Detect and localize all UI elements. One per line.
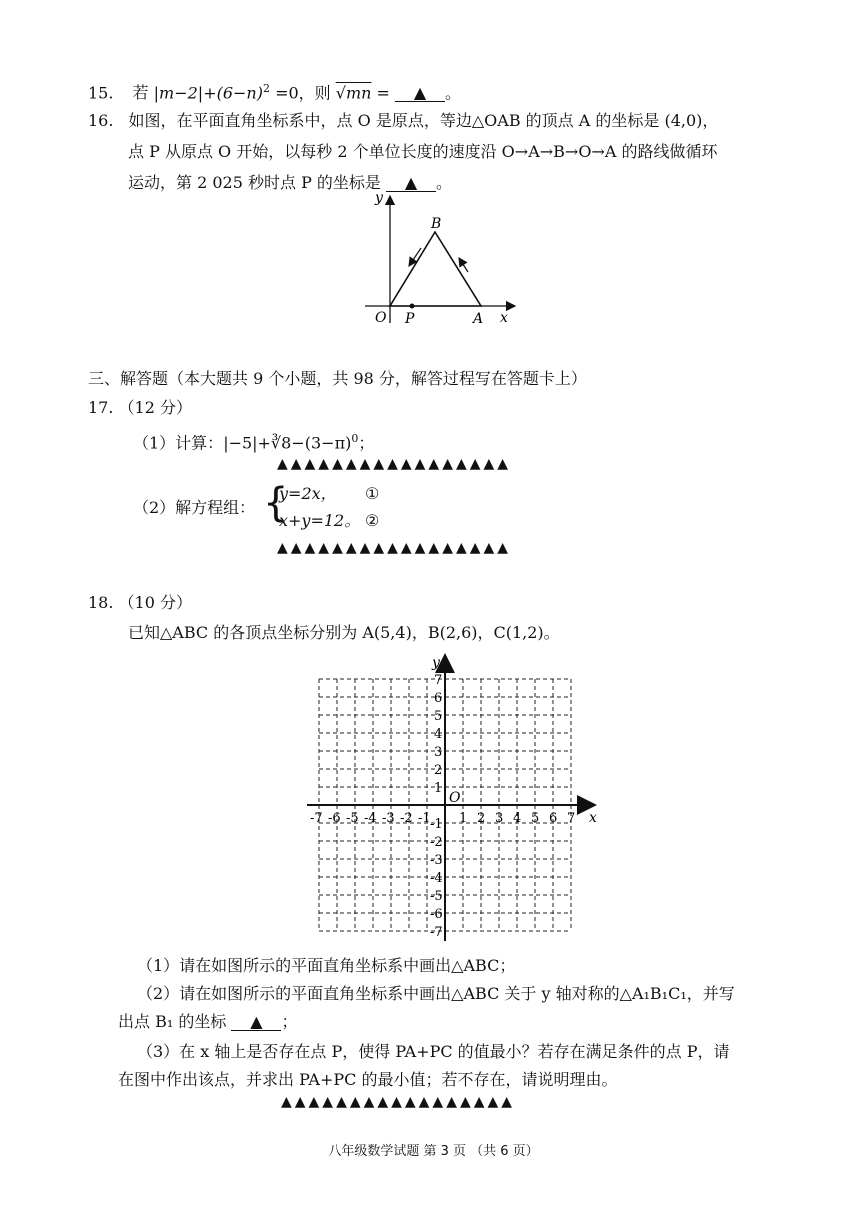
q18-part2b-line (118, 1011, 297, 1033)
question-16-line1 (88, 110, 718, 132)
q18-answer-row: ▲▲▲▲▲▲▲▲▲▲▲▲▲▲▲▲▲ (281, 1094, 516, 1110)
q16-label-O: O (375, 310, 387, 326)
q16-label-B: B (431, 216, 442, 232)
grid-y-tick-label: 4 (434, 727, 443, 742)
q17-part1-exp: 0 (351, 432, 359, 445)
q15-number: 15. (88, 83, 114, 103)
q17-answer-row-1: ▲▲▲▲▲▲▲▲▲▲▲▲▲▲▲▲▲ (277, 456, 512, 472)
q18-header: 18. （10 分） (88, 593, 192, 612)
grid-axis-y-label: y (432, 655, 440, 671)
grid-x-tick-label: -7 (310, 811, 323, 826)
q17-part1-end: ； (358, 433, 375, 453)
q16-line1: 如图，在平面直角坐标系中，点 O 是原点，等边△OAB 的顶点 A 的坐标是 (4,0)， (128, 111, 719, 130)
grid-x-tick-label: -6 (328, 811, 341, 826)
grid-origin-label: O (449, 790, 461, 806)
q15-end: 。 (445, 83, 462, 103)
q18-part2-marker: ▲ (250, 1012, 263, 1031)
q16-label-x: x (500, 310, 508, 326)
q17-part1 (133, 428, 374, 454)
q16-point-P (410, 304, 415, 309)
q18-intro: 已知△ABC 的各顶点坐标分别为 A(5,4)，B(2,6)，C(1,2)。 (128, 623, 560, 642)
q18-part2-blank (231, 1014, 281, 1031)
q17-eq1-mark: ① (365, 484, 380, 503)
q18-part3b: 在图中作出该点，并求出 PA+PC 的最小值；若不存在，请说明理由。 (118, 1070, 618, 1089)
q16-label-A: A (473, 311, 484, 327)
grid-x-tick-label: 7 (567, 811, 576, 826)
q17-eq2-mark: ② (365, 511, 380, 530)
grid-y-tick-label: 7 (434, 673, 443, 688)
grid-y-tick-label: -2 (430, 835, 443, 850)
q16-label-P: P (405, 311, 415, 327)
grid-y-tick-label: -6 (430, 907, 443, 922)
q17-part1-expr: |−5|+∛8−(3−π) (223, 433, 352, 453)
q16-number: 16. (88, 111, 114, 130)
q15-prefix: 若 (132, 83, 149, 103)
q17-part1-label: （1）计算： (133, 433, 224, 453)
grid-y-tick-label: 1 (434, 781, 443, 796)
q17-eq1: y=2x， (279, 484, 337, 503)
grid-y-tick-label: -1 (430, 817, 443, 832)
grid-y-tick-label: 3 (434, 745, 443, 760)
grid-y-tick-label: 2 (434, 763, 443, 778)
question-16-line2: 点 P 从原点 O 开始，以每秒 2 个单位长度的速度沿 O→A→B→O→A 的路线做循环 (128, 142, 718, 161)
grid-y-tick-label: -7 (430, 925, 443, 940)
q18-coordinate-grid (300, 645, 610, 950)
grid-x-tick-label: 2 (477, 811, 486, 826)
q18-part2-end: ； (281, 1012, 298, 1031)
q17-part2-label: （2）解方程组： (133, 498, 256, 517)
grid-x-tick-label: 1 (459, 811, 468, 826)
q16-triangle-OAB (390, 232, 481, 306)
q15-answer-blank (395, 85, 445, 102)
q15-expr-a: |m−2|+(6−n) (153, 83, 263, 103)
q16-label-y: y (375, 190, 383, 206)
grid-y-tick-label: -4 (430, 871, 443, 886)
grid-x-tick-label: 5 (531, 811, 540, 826)
grid-x-tick-label: 4 (513, 811, 522, 826)
q16-arrow-right (459, 258, 468, 272)
q15-eq: = (376, 83, 390, 103)
q17-eq2: x+y=12。 (279, 511, 361, 530)
q17-answer-row-2: ▲▲▲▲▲▲▲▲▲▲▲▲▲▲▲▲▲ (277, 540, 512, 556)
q15-exp: 2 (262, 82, 270, 95)
grid-x-tick-label: -5 (346, 811, 359, 826)
grid-x-tick-label: -4 (364, 811, 377, 826)
grid-y-tick-label: 6 (434, 691, 443, 706)
grid-x-tick-label: -3 (382, 811, 395, 826)
grid-axis-x-label: x (589, 810, 597, 826)
q15-sqrt: √mn (335, 83, 372, 103)
q15-answer-marker: ▲ (413, 83, 427, 103)
q16-triangle-figure (355, 188, 525, 328)
grid-y-tick-label: -3 (430, 853, 443, 868)
grid-x-tick-label: 6 (549, 811, 558, 826)
q18-part2b: 出点 B₁ 的坐标 (118, 1012, 227, 1031)
grid-x-tick-label: 3 (495, 811, 504, 826)
q16-end: 。 (436, 173, 453, 192)
page-footer: 八年级数学试题 第 3 页 （共 6 页） (328, 1144, 539, 1159)
q16-answer-marker: ▲ (404, 173, 418, 192)
q16-line3a: 运动，第 2 025 秒时点 P 的坐标是 (128, 173, 381, 192)
q18-part2a: （2）请在如图所示的平面直角坐标系中画出△ABC 关于 y 轴对称的△A₁B₁C₁，并写 (137, 984, 735, 1003)
grid-y-tick-label: 5 (434, 709, 443, 724)
q17-header: 17. （12 分） (88, 398, 192, 417)
grid-y-tick-label: -5 (430, 889, 443, 904)
grid-x-tick-label: -1 (418, 811, 431, 826)
question-15 (88, 78, 461, 104)
q18-part3a: （3）在 x 轴上是否存在点 P，使得 PA+PC 的值最小？若存在满足条件的点 P，请 (137, 1042, 730, 1061)
section-3-title: 三、解答题（本大题共 9 个小题，共 98 分，解答过程写在答题卡上） (88, 369, 587, 388)
q15-expr-b: =0，则 (275, 83, 331, 103)
q18-part1: （1）请在如图所示的平面直角坐标系中画出△ABC； (137, 956, 516, 975)
q17-system-brace: { (263, 480, 289, 526)
grid-x-tick-label: -2 (400, 811, 413, 826)
